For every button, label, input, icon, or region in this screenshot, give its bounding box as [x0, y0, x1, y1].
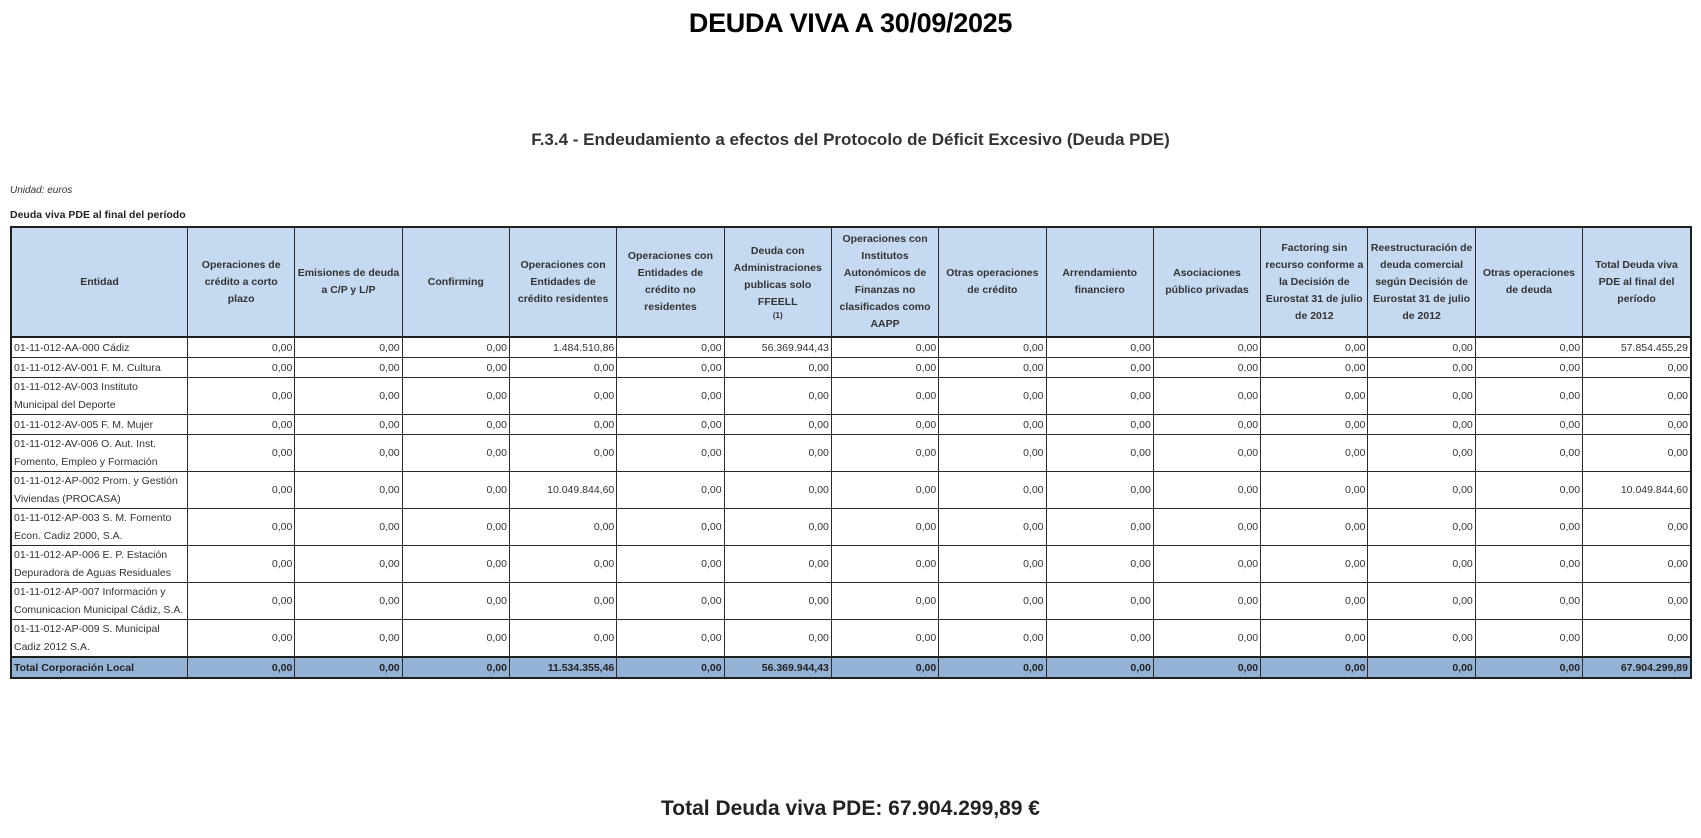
amount-cell: 0,00 [402, 337, 509, 358]
amount-cell: 0,00 [1368, 620, 1475, 658]
column-header-label: Arrendamiento financiero [1062, 267, 1138, 296]
amount-cell: 0,00 [617, 337, 724, 358]
amount-cell: 0,00 [1583, 546, 1691, 583]
amount-cell: 1.484.510,86 [509, 337, 616, 358]
amount-cell: 0,00 [1261, 620, 1368, 658]
entity-name: 01-11-012-AA-000 Cádiz [14, 341, 130, 354]
amount-cell: 0,00 [724, 358, 831, 378]
amount-cell: 10.049.844,60 [509, 472, 616, 509]
amount-cell: 0,00 [1153, 509, 1260, 546]
column-header-label: Factoring sin recurso conforme a la Decisión de Eurostat 31 de julio de 2012 [1265, 241, 1364, 322]
amount-cell: 0,00 [402, 378, 509, 415]
amount-cell: 0,00 [1583, 435, 1691, 472]
amount-cell: 0,00 [188, 435, 295, 472]
amount-cell: 0,00 [402, 620, 509, 658]
column-header [1475, 227, 1582, 337]
column-header-label: Otras operaciones de deuda [1482, 267, 1576, 296]
amount-cell: 0,00 [402, 583, 509, 620]
table-header-row [11, 227, 1691, 337]
amount-cell: 0,00 [939, 472, 1046, 509]
amount-cell: 0,00 [402, 546, 509, 583]
entity-name: 01-11-012-AP-002 Prom. y Gestión [14, 475, 178, 487]
amount-cell: 0,00 [617, 472, 724, 509]
amount-cell: 0,00 [509, 415, 616, 435]
table-row [11, 337, 1691, 358]
page-title: DEUDA VIVA A 30/09/2025 [688, 8, 1013, 38]
column-header-label: Deuda con Administraciones publicas solo FFEELL [733, 245, 822, 308]
entity-cell [11, 583, 188, 620]
amount-cell: 0,00 [831, 435, 938, 472]
amount-cell: 0,00 [1475, 378, 1582, 415]
amount-cell: 0,00 [617, 378, 724, 415]
amount-cell: 0,00 [295, 620, 402, 658]
table-row [11, 472, 1691, 509]
amount-cell: 0,00 [295, 358, 402, 378]
total-amount-cell: 0,00 [831, 657, 938, 678]
entity-name-continued: Municipal del Deporte [14, 399, 116, 411]
amount-cell: 0,00 [295, 583, 402, 620]
entity-name: 01-11-012-AV-001 F. M. Cultura [14, 361, 161, 374]
unit-note: Unidad: euros [10, 185, 73, 196]
amount-cell: 0,00 [1153, 620, 1260, 658]
amount-cell: 0,00 [295, 435, 402, 472]
amount-cell: 56.369.944,43 [724, 337, 831, 358]
entity-cell [11, 378, 188, 415]
entity-name-continued: Fomento, Empleo y Formación [14, 456, 158, 468]
amount-cell: 0,00 [1368, 378, 1475, 415]
amount-cell: 0,00 [188, 509, 295, 546]
amount-cell: 0,00 [1368, 415, 1475, 435]
amount-cell: 0,00 [831, 358, 938, 378]
column-header-label: Otras operaciones de crédito [946, 267, 1039, 296]
entity-cell [11, 546, 188, 583]
total-row [11, 657, 1691, 678]
amount-cell: 10.049.844,60 [1583, 472, 1691, 509]
amount-cell: 0,00 [1368, 583, 1475, 620]
amount-cell: 0,00 [188, 378, 295, 415]
amount-cell: 0,00 [724, 415, 831, 435]
total-label: Total Corporación Local [11, 657, 188, 678]
amount-cell: 0,00 [1475, 583, 1582, 620]
grand-total: Total Deuda viva PDE: 67.904.299,89 € [661, 797, 1040, 820]
amount-cell: 0,00 [939, 620, 1046, 658]
total-amount-cell: 56.369.944,43 [724, 657, 831, 678]
amount-cell: 0,00 [1368, 337, 1475, 358]
amount-cell: 0,00 [1046, 472, 1153, 509]
amount-cell: 0,00 [1583, 358, 1691, 378]
amount-cell: 0,00 [724, 583, 831, 620]
amount-cell: 0,00 [1153, 415, 1260, 435]
amount-cell: 0,00 [1153, 546, 1260, 583]
table-row [11, 509, 1691, 546]
amount-cell: 0,00 [831, 472, 938, 509]
column-header [831, 227, 938, 337]
amount-cell: 0,00 [188, 546, 295, 583]
total-amount-cell: 0,00 [617, 657, 724, 678]
amount-cell: 0,00 [1261, 546, 1368, 583]
table-caption: Deuda viva PDE al final del período [10, 209, 186, 221]
amount-cell: 0,00 [1261, 435, 1368, 472]
amount-cell: 0,00 [724, 509, 831, 546]
table-row [11, 358, 1691, 378]
amount-cell: 0,00 [509, 378, 616, 415]
amount-cell: 0,00 [939, 358, 1046, 378]
entity-cell [11, 472, 188, 509]
amount-cell: 0,00 [1475, 337, 1582, 358]
amount-cell: 0,00 [402, 415, 509, 435]
amount-cell: 0,00 [402, 472, 509, 509]
amount-cell: 0,00 [831, 509, 938, 546]
amount-cell: 0,00 [1261, 358, 1368, 378]
amount-cell: 0,00 [1046, 546, 1153, 583]
amount-cell: 0,00 [1046, 378, 1153, 415]
total-amount-cell: 0,00 [1368, 657, 1475, 678]
entity-cell [11, 509, 188, 546]
entity-name: 01-11-012-AP-009 S. Municipal [14, 623, 160, 635]
column-header [402, 227, 509, 337]
amount-cell: 0,00 [509, 583, 616, 620]
entity-cell [11, 358, 188, 378]
column-header-label: Asociaciones público privadas [1165, 267, 1249, 296]
entity-name: 01-11-012-AV-006 O. Aut. Inst. [14, 438, 157, 450]
amount-cell: 0,00 [188, 337, 295, 358]
amount-cell: 0,00 [402, 509, 509, 546]
entity-name: 01-11-012-AV-005 F. M. Mujer [14, 418, 154, 431]
amount-cell: 0,00 [724, 472, 831, 509]
amount-cell: 0,00 [1368, 435, 1475, 472]
amount-cell: 0,00 [1046, 337, 1153, 358]
amount-cell: 0,00 [617, 415, 724, 435]
amount-cell: 0,00 [831, 378, 938, 415]
amount-cell: 0,00 [939, 435, 1046, 472]
amount-cell: 0,00 [831, 337, 938, 358]
amount-cell: 0,00 [1153, 378, 1260, 415]
amount-cell: 0,00 [1583, 378, 1691, 415]
debt-table [10, 226, 1692, 679]
column-header-entidad [11, 227, 188, 337]
column-header-label: Reestructuración de deuda comercial según Decisión de Eurostat 31 de julio de 2012 [1370, 241, 1473, 322]
entity-name: 01-11-012-AP-003 S. M. Fomento [14, 512, 172, 524]
amount-cell: 0,00 [617, 435, 724, 472]
amount-cell: 0,00 [402, 358, 509, 378]
amount-cell: 0,00 [1261, 415, 1368, 435]
amount-cell: 0,00 [1475, 509, 1582, 546]
amount-cell: 0,00 [1046, 620, 1153, 658]
amount-cell: 0,00 [1583, 415, 1691, 435]
column-header-label: Confirming [427, 275, 484, 288]
amount-cell: 0,00 [939, 509, 1046, 546]
entity-name-continued: Depuradora de Aguas Residuales [14, 567, 172, 579]
column-header [509, 227, 616, 337]
amount-cell: 0,00 [1046, 509, 1153, 546]
column-header [1261, 227, 1368, 337]
entity-cell [11, 415, 188, 435]
amount-cell: 0,00 [295, 546, 402, 583]
amount-cell: 0,00 [188, 358, 295, 378]
column-header [295, 227, 402, 337]
amount-cell: 0,00 [1368, 509, 1475, 546]
amount-cell: 0,00 [1475, 546, 1582, 583]
column-header [1583, 227, 1691, 337]
table-row [11, 546, 1691, 583]
column-header [1046, 227, 1153, 337]
amount-cell: 0,00 [939, 583, 1046, 620]
amount-cell: 0,00 [295, 415, 402, 435]
amount-cell: 0,00 [724, 620, 831, 658]
column-header [188, 227, 295, 337]
total-amount-cell: 0,00 [1153, 657, 1260, 678]
total-amount-cell: 0,00 [1046, 657, 1153, 678]
amount-cell: 0,00 [1046, 435, 1153, 472]
amount-cell: 0,00 [1261, 472, 1368, 509]
amount-cell: 0,00 [295, 337, 402, 358]
amount-cell: 0,00 [509, 435, 616, 472]
entity-cell [11, 435, 188, 472]
column-header [724, 227, 831, 337]
entity-name-continued: Comunicacion Municipal Cádiz, S.A. [14, 604, 184, 616]
amount-cell: 57.854.455,29 [1583, 337, 1691, 358]
total-amount-cell: 0,00 [1475, 657, 1582, 678]
amount-cell: 0,00 [1475, 358, 1582, 378]
amount-cell: 0,00 [1368, 546, 1475, 583]
column-header-label: Operaciones con Institutos Autonómicos de Finanzas no clasificados como AAPP [839, 233, 931, 330]
entity-name-continued: Econ. Cadiz 2000, S.A. [14, 530, 123, 542]
entity-name-continued: Viviendas (PROCASA) [14, 493, 121, 505]
total-amount-cell: 0,00 [1261, 657, 1368, 678]
table-row [11, 620, 1691, 658]
amount-cell: 0,00 [617, 546, 724, 583]
amount-cell: 0,00 [831, 583, 938, 620]
entity-name: 01-11-012-AP-007 Información y [14, 586, 166, 598]
total-amount-cell: 67.904.299,89 [1583, 657, 1691, 678]
amount-cell: 0,00 [1261, 583, 1368, 620]
amount-cell: 0,00 [831, 415, 938, 435]
amount-cell: 0,00 [188, 620, 295, 658]
amount-cell: 0,00 [188, 583, 295, 620]
column-header-label: Total Deuda viva PDE al final del período [1595, 258, 1678, 305]
amount-cell: 0,00 [1046, 415, 1153, 435]
column-header-label: Entidad [80, 275, 119, 288]
column-header [939, 227, 1046, 337]
amount-cell: 0,00 [509, 620, 616, 658]
amount-cell: 0,00 [188, 415, 295, 435]
column-header [1368, 227, 1475, 337]
amount-cell: 0,00 [1261, 509, 1368, 546]
amount-cell: 0,00 [1475, 415, 1582, 435]
amount-cell: 0,00 [831, 620, 938, 658]
total-amount-cell: 11.534.355,46 [509, 657, 616, 678]
amount-cell: 0,00 [1261, 337, 1368, 358]
amount-cell: 0,00 [402, 435, 509, 472]
amount-cell: 0,00 [939, 378, 1046, 415]
amount-cell: 0,00 [939, 415, 1046, 435]
column-header-label: Operaciones con Entidades de crédito no residentes [627, 250, 714, 313]
entity-cell [11, 337, 188, 358]
amount-cell: 0,00 [724, 435, 831, 472]
table-row [11, 583, 1691, 620]
column-header [617, 227, 724, 337]
entity-name: 01-11-012-AV-003 Instituto [14, 381, 138, 393]
table-row [11, 415, 1691, 435]
amount-cell: 0,00 [617, 620, 724, 658]
column-header-label: Operaciones de crédito a corto plazo [201, 258, 281, 305]
column-header-label: Emisiones de deuda a C/P y L/P [297, 267, 400, 296]
amount-cell: 0,00 [724, 546, 831, 583]
amount-cell: 0,00 [1153, 337, 1260, 358]
amount-cell: 0,00 [1368, 358, 1475, 378]
total-amount-cell: 0,00 [402, 657, 509, 678]
total-amount-cell: 0,00 [939, 657, 1046, 678]
amount-cell: 0,00 [939, 337, 1046, 358]
amount-cell: 0,00 [617, 583, 724, 620]
table-body [11, 337, 1691, 678]
total-amount-cell: 0,00 [295, 657, 402, 678]
entity-name-continued: Cadiz 2012 S.A. [14, 641, 90, 653]
amount-cell: 0,00 [1153, 472, 1260, 509]
amount-cell: 0,00 [295, 472, 402, 509]
amount-cell: 0,00 [1261, 378, 1368, 415]
entity-cell [11, 620, 188, 658]
amount-cell: 0,00 [1153, 583, 1260, 620]
amount-cell: 0,00 [295, 509, 402, 546]
amount-cell: 0,00 [1583, 509, 1691, 546]
amount-cell: 0,00 [295, 378, 402, 415]
amount-cell: 0,00 [1475, 620, 1582, 658]
amount-cell: 0,00 [509, 546, 616, 583]
amount-cell: 0,00 [1475, 472, 1582, 509]
amount-cell: 0,00 [939, 546, 1046, 583]
amount-cell: 0,00 [1046, 583, 1153, 620]
amount-cell: 0,00 [188, 472, 295, 509]
amount-cell: 0,00 [1153, 358, 1260, 378]
amount-cell: 0,00 [1368, 472, 1475, 509]
table-row [11, 378, 1691, 415]
amount-cell: 0,00 [509, 509, 616, 546]
amount-cell: 0,00 [617, 358, 724, 378]
amount-cell: 0,00 [1475, 435, 1582, 472]
amount-cell: 0,00 [724, 378, 831, 415]
amount-cell: 0,00 [1046, 358, 1153, 378]
column-footnote-ref: (1) [772, 311, 783, 320]
amount-cell: 0,00 [1583, 583, 1691, 620]
amount-cell: 0,00 [509, 358, 616, 378]
total-amount-cell: 0,00 [188, 657, 295, 678]
amount-cell: 0,00 [1153, 435, 1260, 472]
entity-name: 01-11-012-AP-006 E. P. Estación [14, 549, 168, 561]
report-subtitle: F.3.4 - Endeudamiento a efectos del Protocolo de Déficit Excesivo (Deuda PDE) [531, 130, 1170, 149]
amount-cell: 0,00 [831, 546, 938, 583]
column-header-label: Operaciones con Entidades de crédito residentes [517, 258, 609, 305]
table-row [11, 435, 1691, 472]
column-header [1153, 227, 1260, 337]
amount-cell: 0,00 [617, 509, 724, 546]
amount-cell: 0,00 [1583, 620, 1691, 658]
